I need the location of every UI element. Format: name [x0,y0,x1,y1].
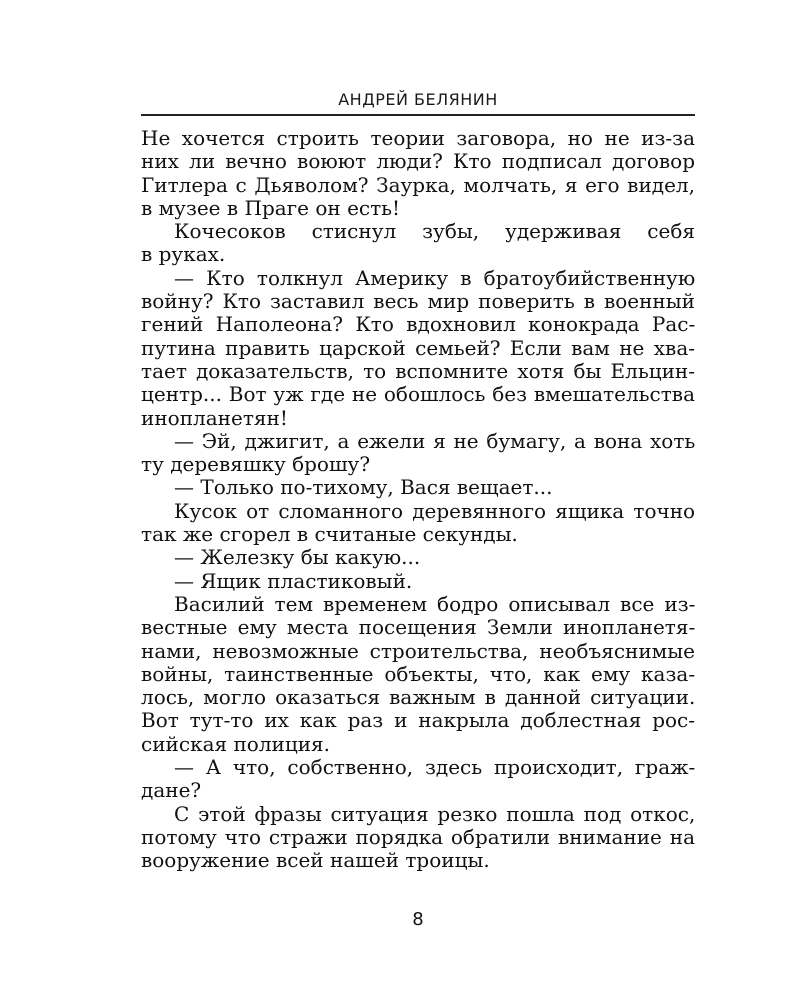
text-line: — Только по-тихому, Вася вещает... [174,475,553,500]
text-line: Василий тем временем бодро описывал все из- [174,591,696,616]
text-line: вестные ему места посещения Земли инопланетя- [141,615,696,640]
text-line: в руках. [141,242,226,267]
text-line: инопланетян! [141,405,288,430]
body-text [141,127,695,873]
text-line: — Эй, джигит, а ежели я не бумагу, а вона хоть [174,428,696,453]
text-line: в музее в Праге он есть! [141,195,401,220]
text-line: — Ящик пластиковый. [174,568,413,593]
text-line: нами, невозможные строительства, необъяснимые [141,638,695,663]
text-line: ту деревяшку брошу? [141,452,371,477]
text-line: Гитлера с Дьяволом? Заурка, молчать, я его видел, [141,172,695,197]
text-line: — Железку бы какую... [174,545,421,570]
text-line: лось, могло оказаться важным в данной ситуации. [141,685,696,710]
text-line: дане? [141,778,202,803]
text-line: Кочесоков стиснул зубы, удерживая себя [174,219,695,244]
header-rule [141,114,695,116]
text-line: центр... Вот уж где не обошлось без вмешательства [141,382,695,407]
text-line: войну? Кто заставил весь мир поверить в военный [141,289,695,314]
text-line: потому что стражи порядка обратили внимание на [141,824,695,849]
text-line: — А что, собственно, здесь происходит, граж- [174,755,696,780]
page-number: 8 [412,909,424,930]
text-line: них ли вечно воюют люди? Кто подписал договор [141,149,695,174]
text-line: Кусок от сломанного деревянного ящика точно [174,498,696,523]
text-line: так же сгорел в считаные секунды. [141,522,518,547]
text-line: тает доказательств, то вспомните хотя бы Ельцин- [141,358,695,383]
text-line: Не хочется строить теории заговора, но не из-за [141,126,695,150]
text-line: гений Наполеона? Кто вдохновил конокрада Рас- [141,312,696,337]
text-line: путина править царской семьей? Если вам не хва- [141,335,695,360]
running-head: АНДРЕЙ БЕЛЯНИН [338,90,498,109]
text-line: Вот тут-то их как раз и накрыла доблестная рос- [141,708,695,733]
text-line: сийская полиция. [141,731,331,756]
text-line: войны, таинственные объекты, что, как ему каза- [141,661,696,686]
text-line: С этой фразы ситуация резко пошла под откос, [174,801,696,826]
text-line: вооружение всей нашей троицы. [141,848,490,873]
text-line: — Кто толкнул Америку в братоубийственную [174,265,696,290]
